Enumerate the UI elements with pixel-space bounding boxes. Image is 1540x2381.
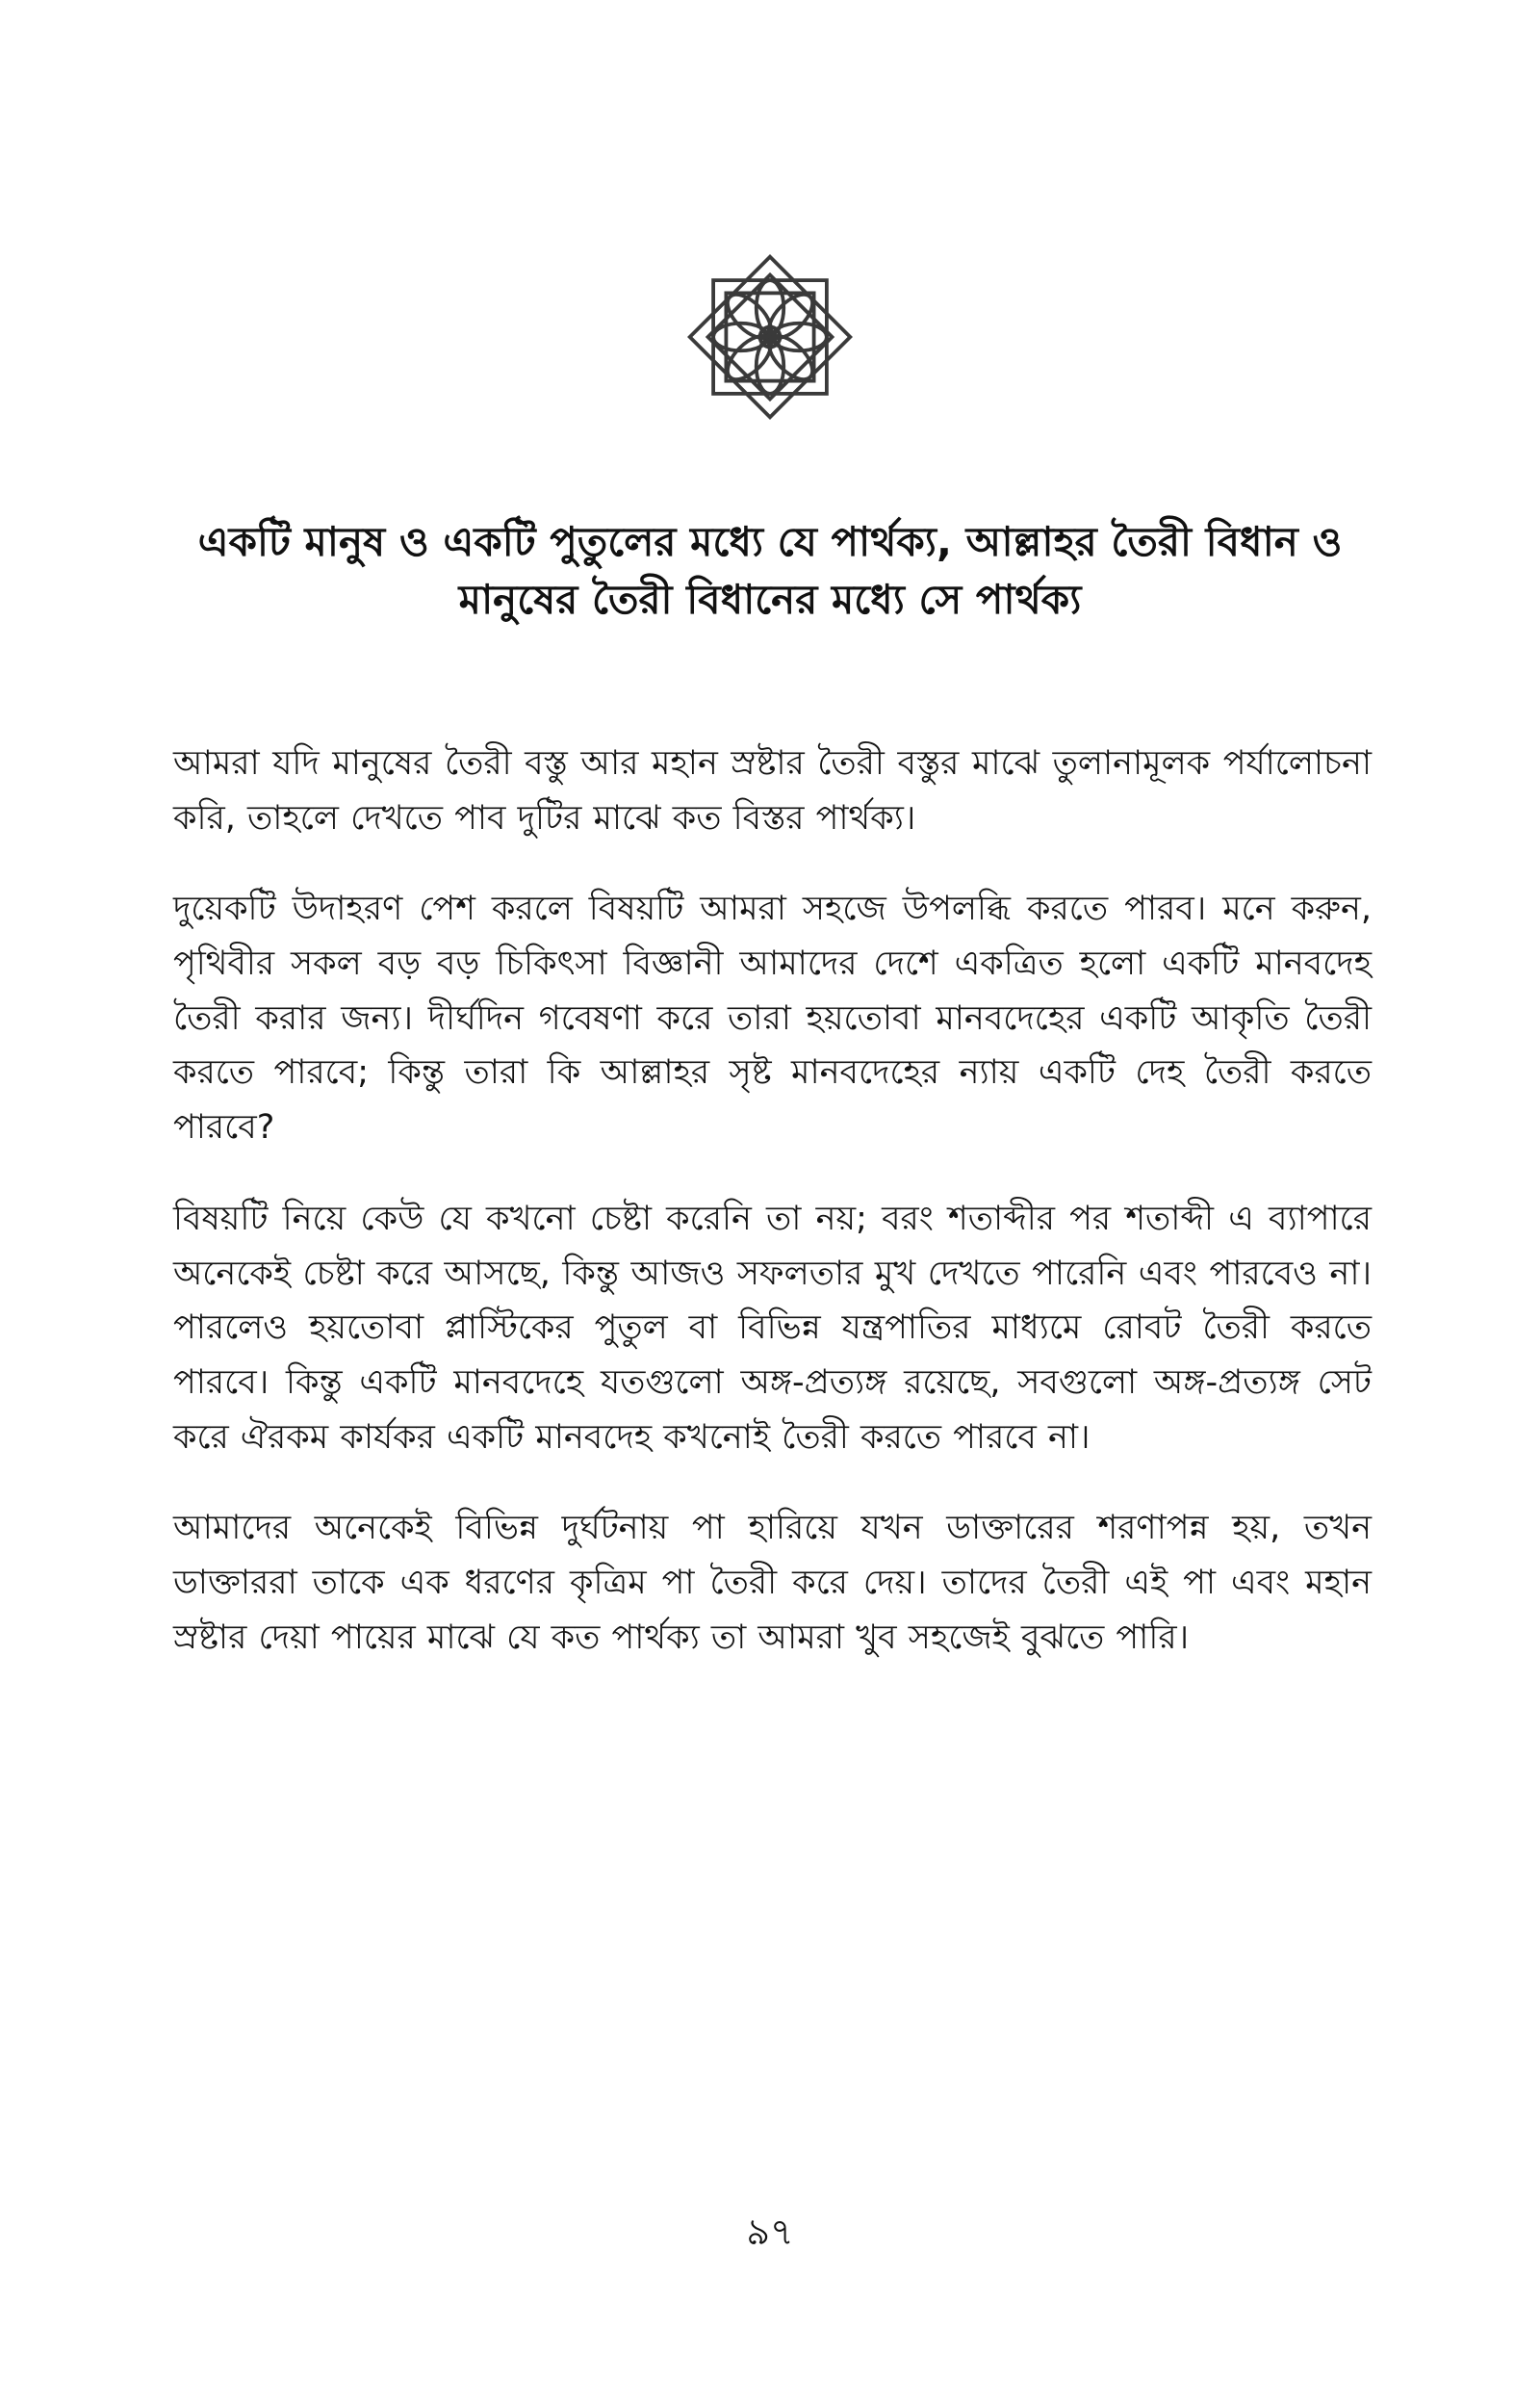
body-text-column	[173, 737, 1372, 1665]
paragraph-2: দুয়েকটি উদাহরণ পেশ করলে বিষয়টি আমরা সহজে উপলব্ধি করতে পারব। মনে করুন, পৃথিবীর সকল বড় বড় চিকিৎসা বিজ্ঞানী আমাদের দেশে একত্রিত হলো একটি মানবদেহ তৈরী করার জন্য। দীর্ঘদিন গবেষণা করে তারা হয়তোবা মানবদেহের একটি আকৃতি তৈরী করতে পারবে; কিন্তু তারা কি আল্লাহর সৃষ্ট মানবদেহের ন্যায় একটি দেহ তৈরী করতে পারবে?	[173, 890, 1372, 1148]
page-title: একটি মানুষ ও একটি পুতুলের মধ্যে যে পার্থক্য, আল্লাহর তৈরী বিধান ও মানুষের তৈরী বিধানের মধ্যে সে পার্থক্য	[197, 518, 1343, 623]
eight-petal-rosette-ornament	[679, 246, 861, 428]
paragraph-4: আমাদের অনেকেই বিভিন্ন দুর্ঘটনায় পা হারিয়ে যখন ডাক্তারের শরণাপন্ন হয়, তখন ডাক্তাররা তাকে এক ধরণের কৃত্রিম পা তৈরী করে দেয়। তাদের তৈরী এই পা এবং মহান স্রষ্টার দেয়া পায়ের মাঝে যে কত পার্থক্য তা আমরা খুব সহজেই বুঝতে পারি।	[173, 1509, 1372, 1657]
page-number: ৯৭	[746, 2211, 794, 2253]
paragraph-3: বিষয়টি নিয়ে কেউ যে কখনো চেষ্টা করেনি তা নয়; বরং শতাব্দীর পর শতাব্দী এ ব্যাপারে অনেকেই চেষ্টা করে আসছে, কিন্তু আজও সফলতার মুখ দেখতে পারেনি এবং পারবেও না। পারলেও হয়তোবা প্লাস্টিকের পুতুল বা বিভিন্ন যন্ত্রপাতির মাধ্যমে রোবট তৈরী করতে পারবে। কিন্তু একটি মানবদেহে যতগুলো অঙ্গ-প্রত্যঙ্গ রয়েছে, সবগুলো অঙ্গ-প্রত্যঙ্গ সেট করে ঐরকম কার্যকর একটি মানবদেহ কখনোই তৈরী করতে পারবে না।	[173, 1199, 1372, 1457]
ornament-container	[0, 246, 1540, 428]
paragraph-1: আমরা যদি মানুষের তৈরী বস্তু আর মহান স্রষ্টার তৈরী বস্তুর মাঝে তুলানামূলক পর্যালোচনা করি, তাহলে দেখতে পাব দুটির মাঝে কত বিস্তর পার্থক্য।	[173, 744, 1372, 838]
